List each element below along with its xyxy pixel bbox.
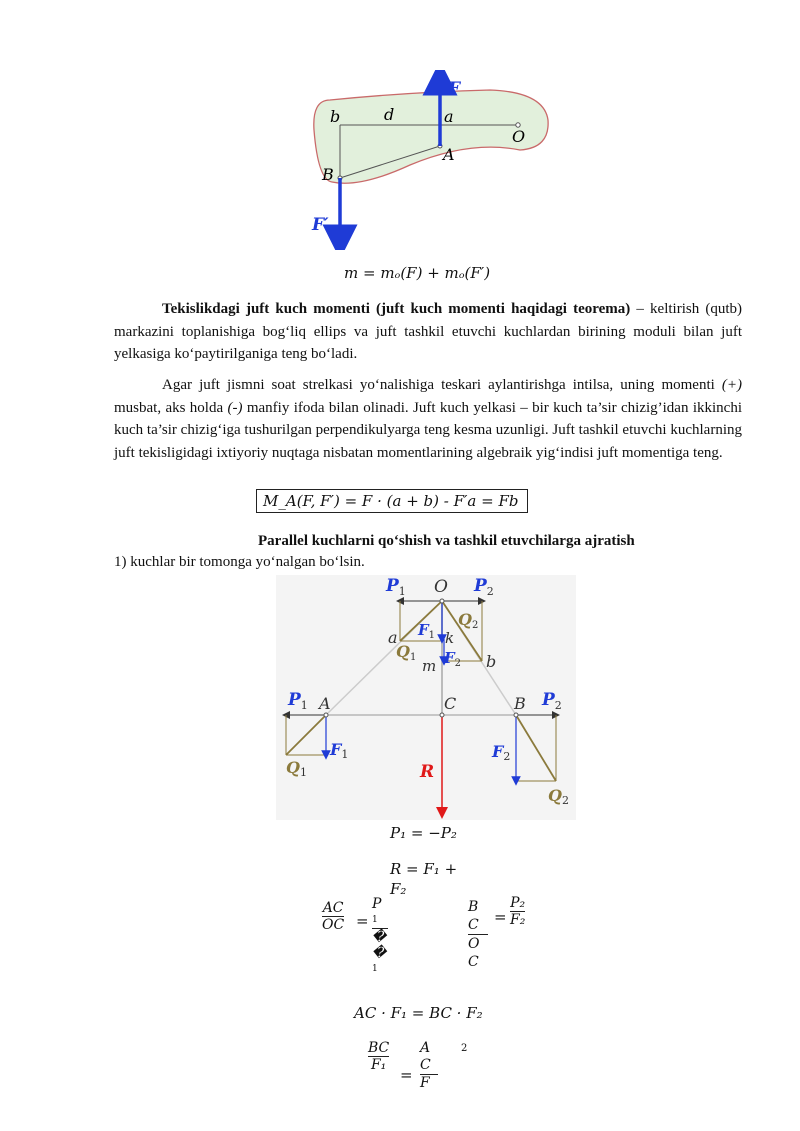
label-O: O <box>434 577 448 597</box>
sign-text-3: manfiy ifoda bilan olinadi. Juft kuch yelkasi – bir kuch ta’sir chizig’idan ikkinchi kuch ta’sir chizig‘iga tushurilgan perpendikulyarga teng kesma uzunligi. Juft tashkil etuvchi kuchlarning juft tekisligidagi ixtiyoriy nuqtaga nisbatan momentlarining algebraik yig‘indisi juft momentiga teng. <box>114 399 742 461</box>
frac1-den: OC <box>322 917 345 933</box>
label-Q2-bottom: Q2 <box>548 786 569 807</box>
eq-r-line1: R = F₁ + <box>390 860 458 878</box>
label-A: A <box>319 694 331 713</box>
frac1-num: AC <box>322 900 344 916</box>
label-O: O <box>512 127 526 146</box>
frac6-den: F <box>420 1075 430 1091</box>
sign-plus: (+) <box>721 377 742 393</box>
frac6-num1: A <box>420 1040 431 1056</box>
fraction-p2-f2 <box>510 895 525 928</box>
label-A: A <box>443 145 455 164</box>
frac5-num: BC <box>368 1040 390 1056</box>
footnote-2: 2 <box>461 1043 468 1054</box>
fraction-p1-broken <box>372 896 388 977</box>
label-F2-bottom: F2 <box>492 742 511 763</box>
fraction-bc-oc <box>468 898 488 971</box>
theorem-title: Tekislikdagi juft kuch momenti (juft kuch momenti haqidagi teorema) <box>162 301 631 317</box>
eq-product: AC · F₁ = BC · F₂ <box>354 1004 483 1022</box>
label-F1-top: $F_1$ <box>418 621 436 641</box>
fraction-ac-oc <box>322 900 344 933</box>
label-a: a <box>444 107 454 126</box>
label-F: F <box>448 79 461 99</box>
label-B: B <box>322 165 334 184</box>
frac4-den: F₂ <box>510 912 526 928</box>
label-P2-top: $P_2$ <box>474 576 494 598</box>
couple-diagram <box>300 70 560 250</box>
label-P2-right: $P_2$ <box>542 690 562 712</box>
label-B: B <box>514 694 526 713</box>
label-k: k <box>445 629 455 647</box>
frac2-glyph1: � <box>372 929 387 945</box>
formula-boxed-moment: M_A(F, F′) = F · (a + b) - F′a = Fb <box>256 489 528 513</box>
paragraph-sign-rule <box>114 374 742 464</box>
frac2-sub1: 1 <box>372 915 378 925</box>
frac3-den2: C <box>468 954 479 970</box>
eq-r-line2: F₂ <box>390 880 407 898</box>
sign-text-1: Agar juft jismni soat strelkasi yo‘nalishiga teskari aylantirishga intilsa, uning momenti <box>162 377 722 393</box>
fraction-bc-f1 <box>368 1040 389 1073</box>
frac1-equals: = <box>356 912 369 930</box>
label-Q1-top: Q1 <box>396 642 417 663</box>
label-F-prime: F′ <box>312 215 329 235</box>
frac3-den1: O <box>468 936 480 952</box>
sign-minus: (-) <box>227 399 243 416</box>
label-P1-top: $P_1$ <box>386 576 406 598</box>
frac2-top: P <box>372 896 382 912</box>
label-b: b <box>486 652 497 671</box>
label-R: R <box>420 762 435 782</box>
frac2-sub2: 1 <box>372 964 378 974</box>
formula-moment-sum: m = mₒ(F) + mₒ(F′) <box>344 264 491 282</box>
frac4-num: P₂ <box>510 895 526 911</box>
label-a: a <box>388 628 398 647</box>
label-P1-left: $P_1$ <box>288 690 308 712</box>
section-subtitle: 1) kuchlar bir tomonga yo‘nalgan bo‘lsin. <box>114 554 365 570</box>
paragraph-theorem <box>114 298 742 366</box>
frac3-equals: = <box>494 908 507 926</box>
label-d: d <box>384 105 395 124</box>
frac3-num2: C <box>468 917 479 933</box>
theorem-text: – keltirish (qutb) markazini toplanishiga bog‘liq ellips va juft tashkil etuvchi kuchlardan birining moduli bilan juft yelkasiga ko‘paytirilganiga teng bo‘ladi. <box>114 301 742 362</box>
label-m: m <box>422 657 437 675</box>
frac5-equals: = <box>400 1066 413 1084</box>
frac6-num2: C <box>420 1057 431 1073</box>
label-Q1-bottom: Q1 <box>286 758 307 779</box>
frac3-num1: B <box>468 899 479 915</box>
eq-p1-p2: P₁ = −P₂ <box>390 824 457 842</box>
frac5-den: F₁ <box>370 1057 387 1073</box>
fraction-ac-f <box>420 1040 438 1092</box>
label-Q2-top: Q2 <box>458 610 479 631</box>
frac2-glyph2: � <box>372 945 387 961</box>
label-b: b <box>330 107 341 126</box>
label-F2-top: $F_2$ <box>444 649 462 669</box>
parallel-forces-diagram <box>276 575 576 820</box>
section-title: Parallel kuchlarni qo‘shish va tashkil etuvchilarga ajratish <box>258 533 635 549</box>
sign-text-2: musbat, aks holda <box>114 399 228 416</box>
label-F1-bottom: F1 <box>330 740 349 761</box>
label-C: C <box>444 694 457 713</box>
